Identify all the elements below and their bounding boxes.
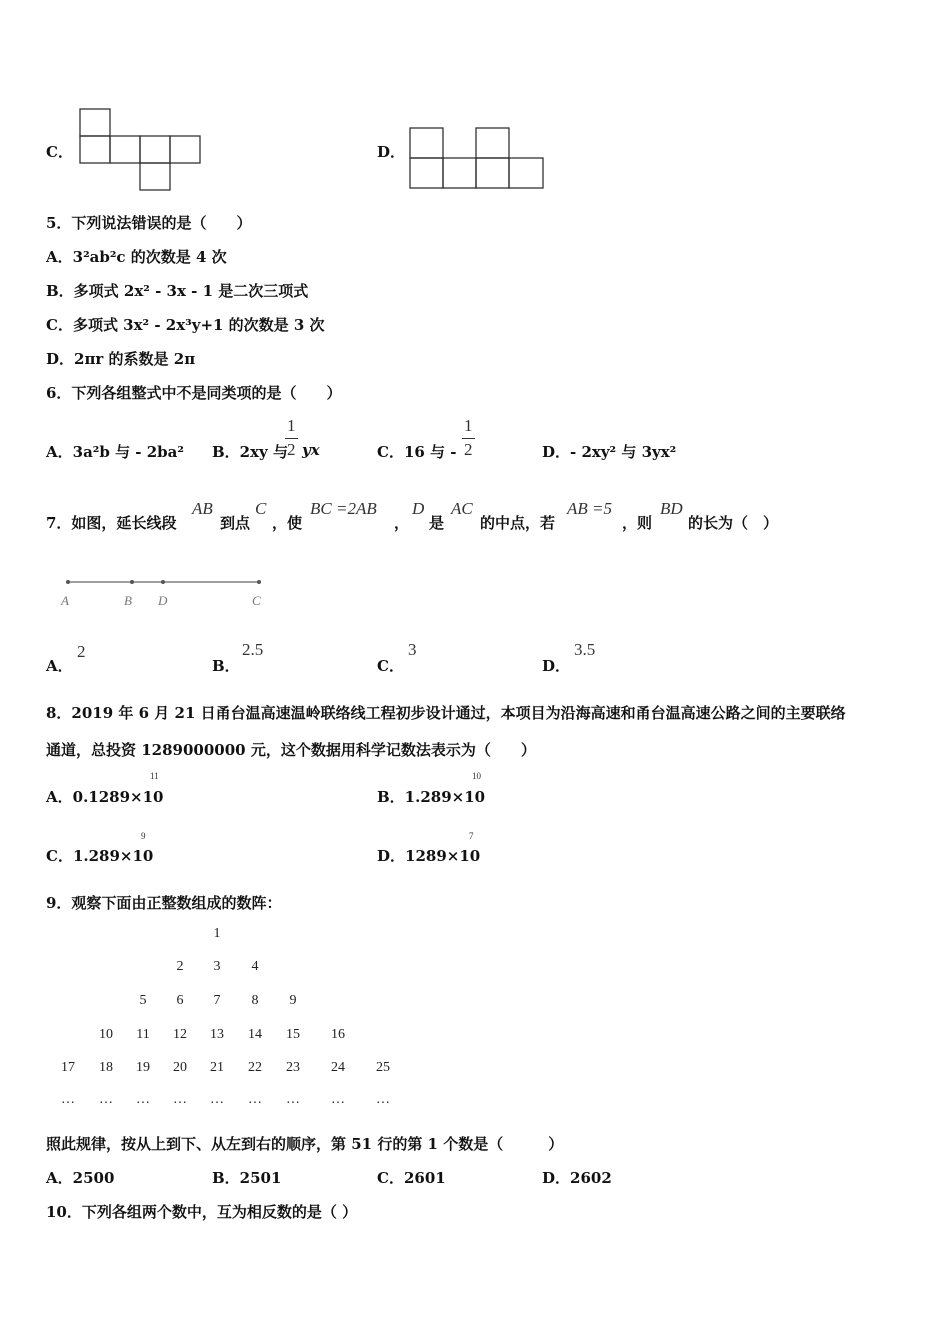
q4-option-d-label: D． [377, 143, 406, 161]
q7-math-ab: AB [192, 499, 213, 518]
q7-stem-part-2: 到点 [220, 514, 251, 532]
matrix-cell: 5 [139, 993, 147, 1008]
q6-stem: 6．下列各组整式中不是同类项的是（ ） [46, 384, 342, 402]
q7-math-ab-eq: AB =5 [567, 499, 612, 518]
q6-option-c-prefix: C．16 与 - [377, 443, 457, 461]
matrix-cell: … [61, 1092, 75, 1107]
matrix-cell: 2 [176, 959, 184, 974]
matrix-cell: 4 [251, 959, 259, 974]
q7-point-b-label: B [124, 593, 132, 608]
matrix-cell: 18 [99, 1060, 113, 1075]
q7-stem-part-7: ，则 [622, 514, 653, 532]
q6-option-d: D．- 2xy² 与 3yx² [542, 443, 677, 461]
matrix-cell: 20 [173, 1060, 187, 1075]
q9-option-d: D．2602 [542, 1169, 612, 1187]
q7-option-b-value: 2.5 [242, 640, 264, 659]
q8-option-b: B．1.289×10 [377, 788, 486, 806]
matrix-cell: 21 [210, 1060, 224, 1075]
q7-option-c-label: C． [377, 657, 404, 675]
q7-option-a-value: 2 [77, 642, 86, 661]
q7-math-c: C [255, 499, 267, 518]
q6-option-b-prefix: B．2xy 与 [212, 443, 288, 461]
q6-option-a: A．3a²b 与 - 2ba² [46, 443, 184, 461]
matrix-cell: 13 [210, 1027, 224, 1042]
matrix-cell: 14 [248, 1027, 262, 1042]
matrix-cell: 19 [136, 1060, 150, 1075]
q7-option-d-value: 3.5 [574, 640, 596, 659]
q4-option-c-label: C． [46, 143, 73, 161]
q9-option-c: C．2601 [377, 1169, 446, 1187]
q7-option-a-label: A． [46, 657, 73, 675]
q9-stem: 9．观察下面由正整数组成的数阵： [46, 894, 282, 912]
q8-option-d: D．1289×10 [377, 847, 481, 865]
q6-option-b-suffix: yx [302, 441, 320, 459]
q5-option-d: D．2πr 的系数是 2π [46, 350, 196, 368]
q7-option-b-label: B． [212, 657, 240, 675]
q9-question: 照此规律，按从上到下、从左到右的顺序，第 51 行的第 1 个数是（ ） [46, 1135, 564, 1153]
matrix-cell: 12 [173, 1027, 187, 1042]
matrix-cell: … [210, 1092, 224, 1107]
matrix-cell: … [286, 1092, 300, 1107]
q8-option-b-exponent: 10 [472, 771, 481, 781]
matrix-cell: 11 [136, 1027, 150, 1042]
q6-option-c-frac-denominator: 2 [464, 440, 473, 459]
q5-option-b: B．多项式 2x² - 3x - 1 是二次三项式 [46, 282, 309, 300]
q5-option-a: A．3²ab²c 的次数是 4 次 [46, 248, 227, 266]
q7-segment-figure [0, 0, 950, 620]
q8-option-c-exponent: 9 [141, 831, 146, 841]
matrix-cell: 15 [286, 1027, 300, 1042]
matrix-cell: … [99, 1092, 113, 1107]
q9-option-a: A．2500 [46, 1169, 115, 1187]
q7-stem-part-1: 7．如图，延长线段 [46, 514, 177, 532]
matrix-cell: … [248, 1092, 262, 1107]
matrix-cell: 3 [213, 959, 221, 974]
q7-point-a-label: A [61, 593, 69, 608]
q7-option-d-label: D． [542, 657, 571, 675]
q7-math-bd: BD [660, 499, 683, 518]
matrix-cell: 16 [331, 1027, 345, 1042]
q7-stem-part-8: 的长为（ ） [688, 514, 779, 532]
q7-stem-part-3: ，使 [272, 514, 303, 532]
matrix-cell: 8 [251, 993, 259, 1008]
matrix-cell: 24 [331, 1060, 345, 1075]
q7-math-bc-eq: BC =2AB [310, 499, 377, 518]
q8-option-d-exponent: 7 [469, 831, 474, 841]
q7-math-d: D [412, 499, 425, 518]
q9-option-b: B．2501 [212, 1169, 282, 1187]
q6-option-b-frac-denominator: 2 [287, 440, 296, 459]
matrix-cell: … [173, 1092, 187, 1107]
matrix-cell: … [376, 1092, 390, 1107]
q6-option-b-frac-numerator: 1 [287, 416, 296, 435]
matrix-cell: 1 [213, 926, 221, 941]
q7-stem-part-5: 是 [429, 514, 445, 532]
q10-stem: 10．下列各组两个数中，互为相反数的是（ ） [46, 1203, 358, 1221]
q8-option-c: C．1.289×10 [46, 847, 154, 865]
q5-stem: 5．下列说法错误的是（ ） [46, 214, 252, 232]
matrix-cell: 7 [213, 993, 221, 1008]
q7-stem-part-4: ， [394, 514, 410, 532]
matrix-cell: 17 [61, 1060, 75, 1075]
q7-point-c-label: C [252, 593, 261, 608]
q6-option-c-frac-numerator: 1 [464, 416, 473, 435]
matrix-cell: 23 [286, 1060, 300, 1075]
matrix-cell: 9 [289, 993, 297, 1008]
matrix-cell: 10 [99, 1027, 113, 1042]
q7-math-ac: AC [451, 499, 473, 518]
matrix-cell: … [136, 1092, 150, 1107]
q7-point-d-label: D [158, 593, 168, 608]
q8-option-a-exponent: 11 [150, 771, 159, 781]
q8-stem-line-1: 8．2019 年 6 月 21 日甬台温高速温岭联络线工程初步设计通过，本项目为沿海高速和甬台温高速公路之间的主要联络 [46, 704, 846, 722]
matrix-cell: 25 [376, 1060, 390, 1075]
q8-option-a: A．0.1289×10 [46, 788, 164, 806]
matrix-cell: … [331, 1092, 345, 1107]
q7-stem-part-6: 的中点，若 [480, 514, 556, 532]
q5-option-c: C．多项式 3x² - 2x³y+1 的次数是 3 次 [46, 316, 325, 334]
q8-stem-line-2: 通道，总投资 1289000000 元，这个数据用科学记数法表示为（ ） [46, 741, 536, 759]
q7-option-c-value: 3 [408, 640, 417, 659]
matrix-cell: 6 [176, 993, 184, 1008]
matrix-cell: 22 [248, 1060, 262, 1075]
